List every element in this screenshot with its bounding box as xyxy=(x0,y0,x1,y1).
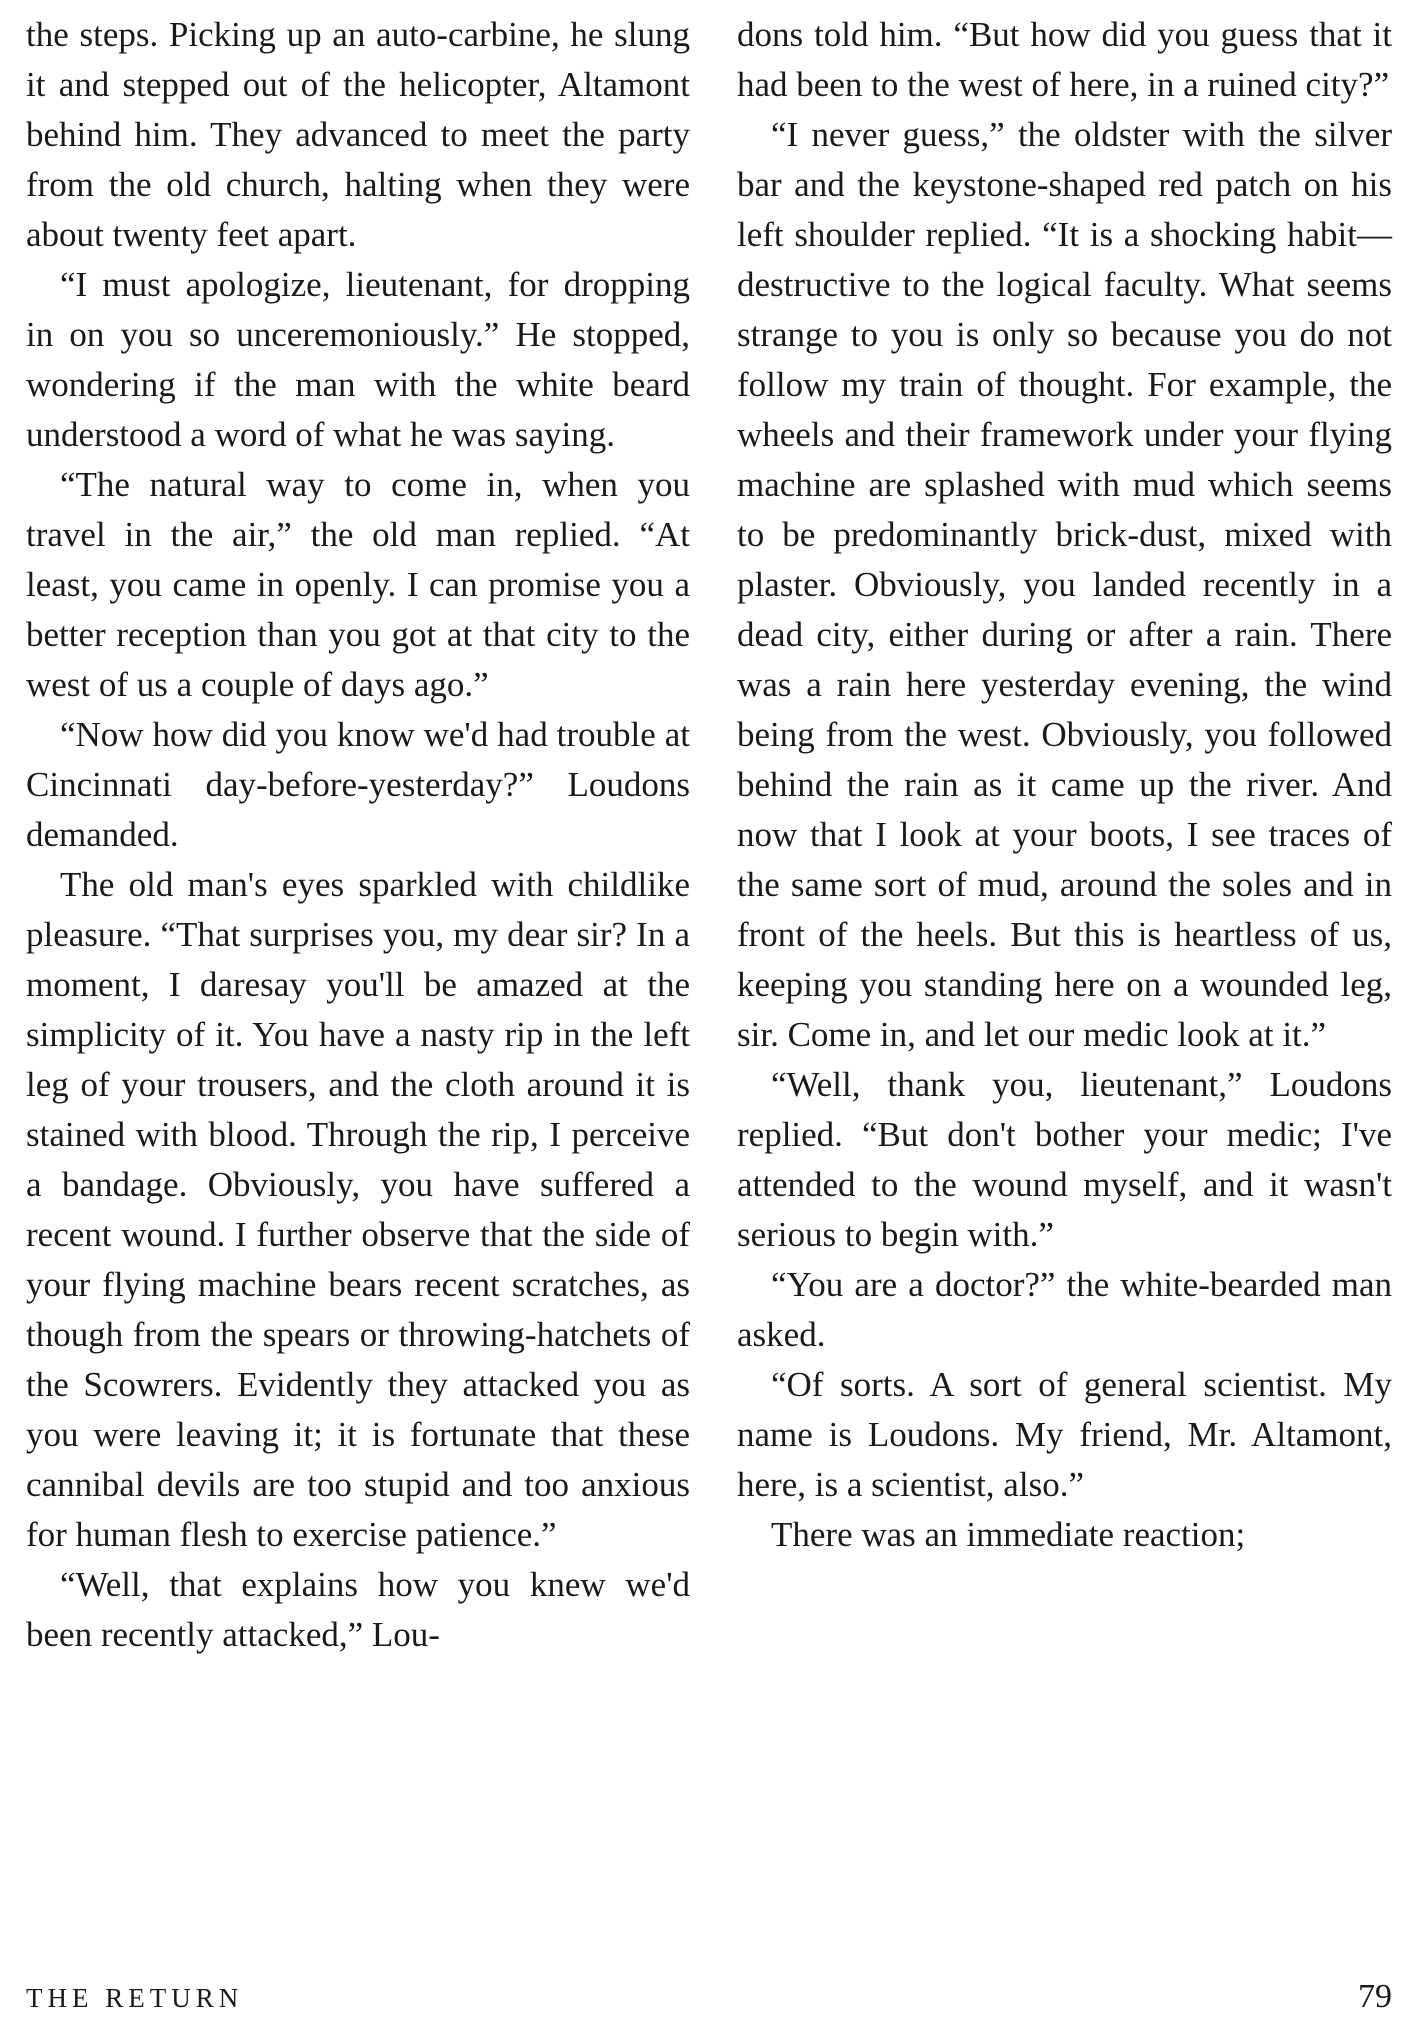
paragraph: “Now how did you know we'd had trouble at Cincinnati day-before-yesterday?” Loudons demanded. xyxy=(26,715,690,854)
paragraph: “The natural way to come in, when you travel in the air,” the old man replied. “At least, you came in openly. I can promise you a better reception than you got at that city to the west of us a couple of days ago.” xyxy=(26,465,690,704)
paragraph: “Well, that explains how you knew we'd been recently attacked,” Lou- xyxy=(26,1565,690,1654)
paragraph: There was an immediate reaction; xyxy=(771,1515,1246,1554)
page-number: 79 xyxy=(1358,1978,1392,2015)
page-footer xyxy=(26,1978,1392,2022)
paragraph: “You are a doctor?” the white-bearded man asked. xyxy=(737,1265,1392,1354)
paragraph: “Of sorts. A sort of general scientist. My name is Loudons. My friend, Mr. Altamont, here, is a scientist, also.” xyxy=(737,1365,1392,1504)
paragraph: “I never guess,” the oldster with the silver bar and the keystone-shaped red patch on his left shoulder replied. “It is a shocking habit—destructive to the logical faculty. What seems strange to you is only so because you do not follow my train of thought. For example, the wheels and their framework under your flying machine are splashed with mud which seems to be predominantly brick-dust, mixed with plaster. Obviously, you landed recently in a dead city, either during or after a rain. There was a rain here yesterday evening, the wind being from the west. Obviously, you followed behind the rain as it came up the river. And now that I look at your boots, I see traces of the same sort of mud, around the soles and in front of the heels. But this is heartless of us, keeping you standing here on a wounded leg, sir. Come in, and let our medic look at it.” xyxy=(737,115,1392,1054)
paragraph: “I must apologize, lieutenant, for dropping in on you so unceremoniously.” He stopped, wondering if the man with the white beard understood a word of what he was saying. xyxy=(26,265,690,454)
paragraph: dons told him. “But how did you guess that it had been to the west of here, in a ruined city?” xyxy=(737,15,1392,104)
paragraph: “Well, thank you, lieutenant,” Loudons replied. “But don't bother your medic; I've attended to the wound myself, and it wasn't serious to begin with.” xyxy=(737,1065,1392,1254)
running-head: THE RETURN xyxy=(26,1983,244,2013)
paragraph: the steps. Picking up an auto-carbine, he slung it and stepped out of the helicopter, Altamont behind him. They advanced to meet the party from the old church, halting when they were about twenty feet apart. xyxy=(26,15,690,254)
right-text-column xyxy=(737,10,1392,1560)
left-text-column xyxy=(26,10,690,1660)
paragraph: The old man's eyes sparkled with childlike pleasure. “That surprises you, my dear sir? In a moment, I daresay you'll be amazed at the simplicity of it. You have a nasty rip in the left leg of your trousers, and the cloth around it is stained with blood. Through the rip, I perceive a bandage. Obviously, you have suffered a recent wound. I further observe that the side of your flying machine bears recent scratches, as though from the spears or throwing-hatchets of the Scowrers. Evidently they attacked you as you were leaving it; it is fortunate that these cannibal devils are too stupid and too anxious for human flesh to exercise patience.” xyxy=(26,865,690,1554)
